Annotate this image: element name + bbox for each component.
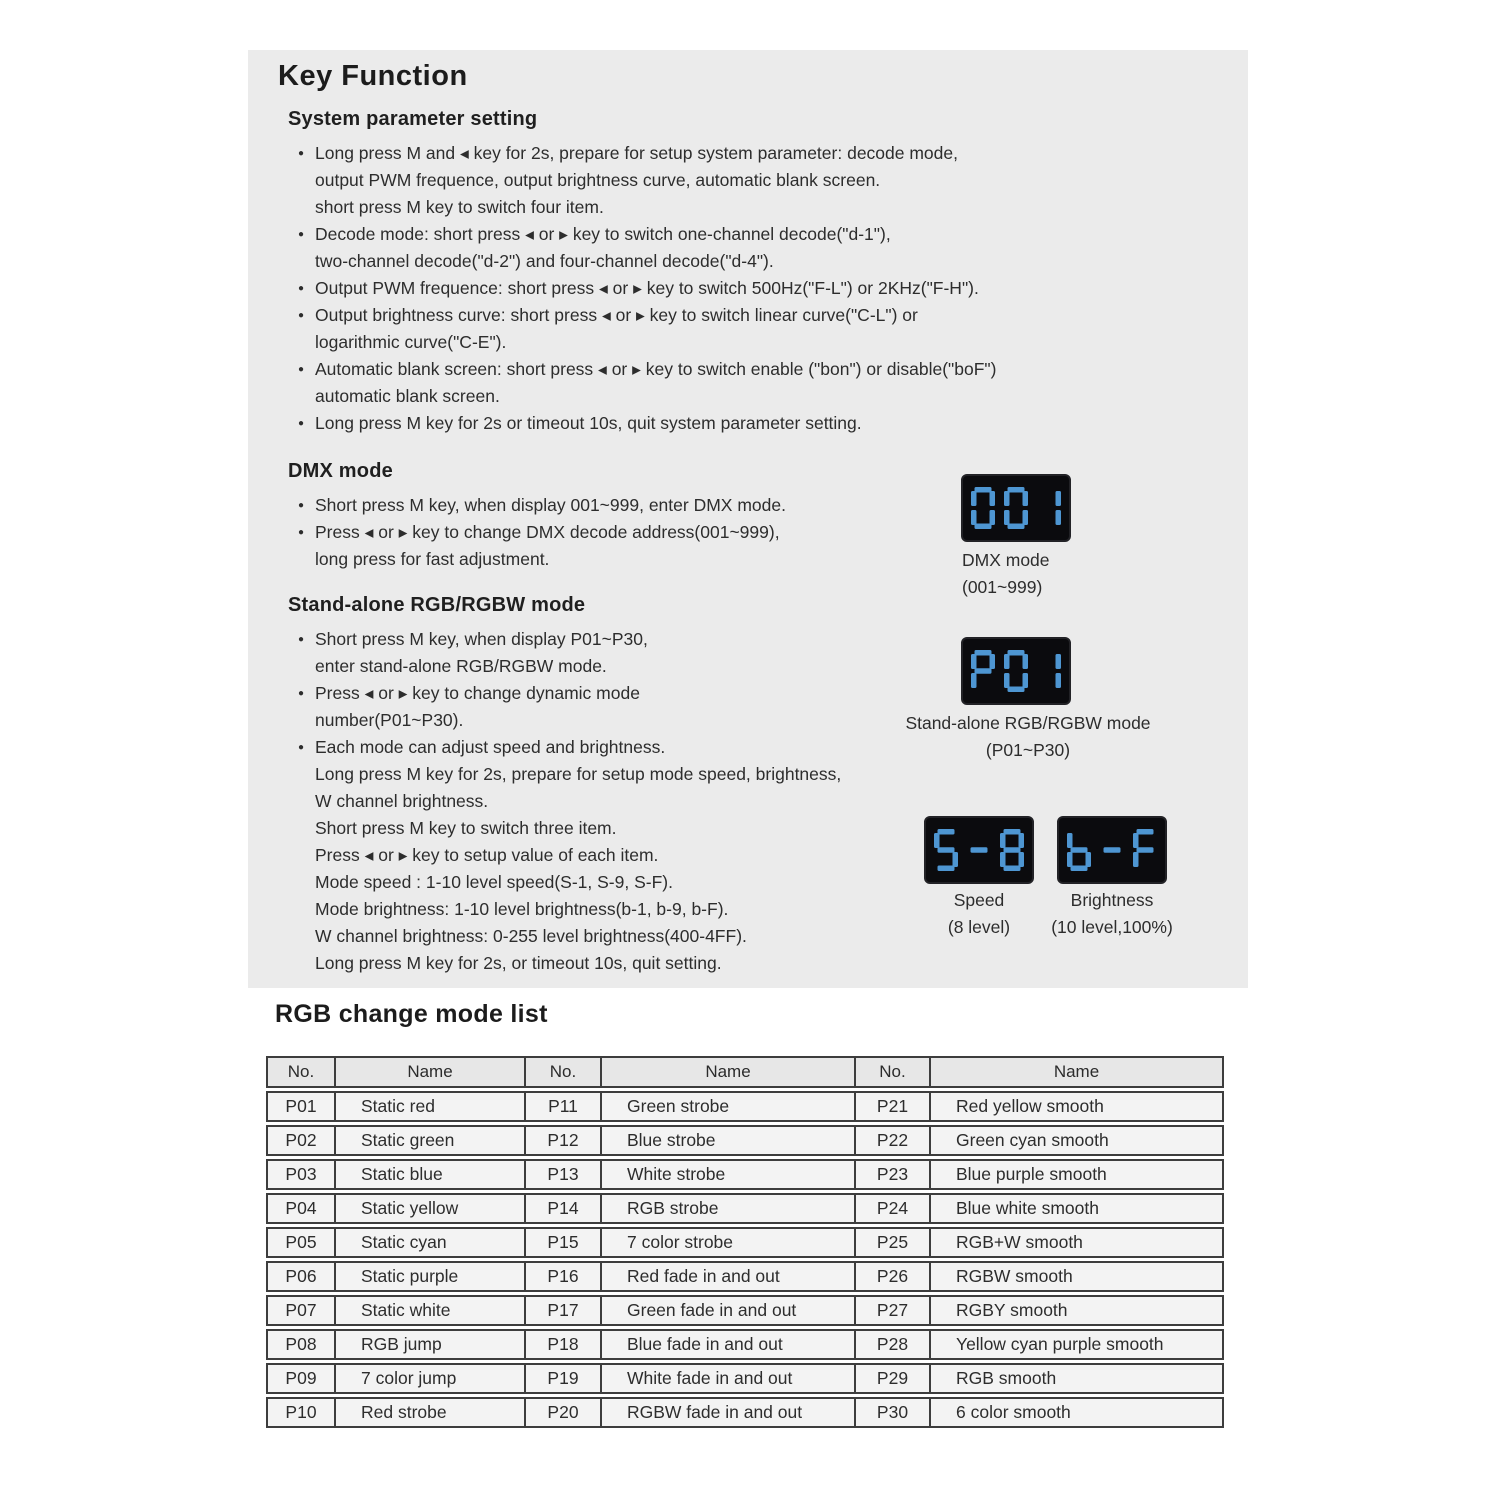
continuation-line: number(P01~P30). — [315, 710, 464, 730]
header-no-1: No. — [266, 1056, 336, 1088]
continuation-line: Long press M key for 2s, prepare for setup mode speed, brightness, — [315, 764, 842, 784]
dmx-seven-segment-display — [961, 474, 1071, 542]
mode-number-cell: P23 — [856, 1159, 931, 1190]
continuation-line: W channel brightness: 0-255 level brightness(400-4FF). — [315, 926, 747, 946]
mode-name-cell: RGBW smooth — [931, 1261, 1224, 1292]
bullet-line: ● Press ◂ or ▸ key to change DMX decode address(001~999), — [278, 519, 1238, 546]
header-name-3: Name — [931, 1056, 1224, 1088]
rgb-change-mode-table — [266, 1053, 1224, 1431]
mode-number-cell: P21 — [856, 1091, 931, 1122]
standalone-caption-line2: (P01~P30) — [985, 740, 1071, 760]
brightness-seven-segment-display — [1057, 816, 1167, 884]
table-row — [266, 1159, 1224, 1190]
mode-name-cell: Static green — [336, 1125, 526, 1156]
section-heading-system-parameter-setting: System parameter setting — [288, 108, 538, 130]
section-heading-standalone-mode: Stand-alone RGB/RGBW mode — [288, 594, 586, 616]
speed-caption-line2: (8 level) — [947, 917, 1011, 937]
mode-number-cell: P05 — [266, 1227, 336, 1258]
mode-number-cell: P14 — [526, 1193, 602, 1224]
continuation-line: W channel brightness. — [315, 791, 489, 811]
table-row — [266, 1397, 1224, 1428]
mode-name-cell: Green fade in and out — [602, 1295, 856, 1326]
seven-segment-digits — [1067, 829, 1157, 871]
mode-number-cell: P04 — [266, 1193, 336, 1224]
mode-name-cell: Static white — [336, 1295, 526, 1326]
bullet-line: ● Short press M key, when display P01~P30, — [278, 626, 1238, 653]
key-function-panel — [248, 50, 1248, 988]
continuation-line: Short press M key to switch three item. — [315, 818, 617, 838]
mode-number-cell: P29 — [856, 1363, 931, 1394]
mode-number-cell: P08 — [266, 1329, 336, 1360]
table-row — [266, 1193, 1224, 1224]
seven-segment-digits — [971, 487, 1061, 529]
bullet-line: ● Output brightness curve: short press ◂ or ▸ key to switch linear curve("C-L") or — [278, 302, 1238, 329]
mode-name-cell: Green cyan smooth — [931, 1125, 1224, 1156]
mode-number-cell: P25 — [856, 1227, 931, 1258]
mode-name-cell: RGB+W smooth — [931, 1227, 1224, 1258]
mode-number-cell: P22 — [856, 1125, 931, 1156]
mode-name-cell: RGBW fade in and out — [602, 1397, 856, 1428]
standalone-caption-line1: Stand-alone RGB/RGBW mode — [905, 713, 1151, 733]
table-row — [266, 1091, 1224, 1122]
mode-name-cell: 7 color jump — [336, 1363, 526, 1394]
header-no-2: No. — [526, 1056, 602, 1088]
speed-caption-line1: Speed — [953, 890, 1005, 910]
mode-name-cell: Static purple — [336, 1261, 526, 1292]
bullet-line: ● Output PWM frequence: short press ◂ or ▸ key to switch 500Hz("F-L") or 2KHz("F-H"). — [278, 275, 1238, 302]
table-row — [266, 1261, 1224, 1292]
mode-number-cell: P02 — [266, 1125, 336, 1156]
mode-name-cell: Static cyan — [336, 1227, 526, 1258]
system-parameter-list — [278, 140, 1238, 437]
mode-name-cell: Green strobe — [602, 1091, 856, 1122]
mode-number-cell: P24 — [856, 1193, 931, 1224]
mode-name-cell: Red fade in and out — [602, 1261, 856, 1292]
continuation-line: logarithmic curve("C-E"). — [315, 332, 507, 352]
continuation-line: Mode brightness: 1-10 level brightness(b-1, b-9, b-F). — [315, 899, 729, 919]
bullet-line: ● Short press M key, when display 001~999, enter DMX mode. — [278, 492, 1238, 519]
mode-number-cell: P19 — [526, 1363, 602, 1394]
mode-number-cell: P26 — [856, 1261, 931, 1292]
continuation-line: automatic blank screen. — [315, 386, 500, 406]
mode-number-cell: P11 — [526, 1091, 602, 1122]
mode-number-cell: P03 — [266, 1159, 336, 1190]
bullet-line: ● Long press M key for 2s or timeout 10s, quit system parameter setting. — [278, 410, 1238, 437]
table-body — [266, 1091, 1224, 1428]
mode-number-cell: P10 — [266, 1397, 336, 1428]
brightness-caption-line2: (10 level,100%) — [1051, 917, 1173, 937]
mode-number-cell: P15 — [526, 1227, 602, 1258]
continuation-line: two-channel decode("d-2") and four-channel decode("d-4"). — [315, 251, 774, 271]
mode-number-cell: P20 — [526, 1397, 602, 1428]
mode-name-cell: Red yellow smooth — [931, 1091, 1224, 1122]
mode-number-cell: P18 — [526, 1329, 602, 1360]
continuation-line: Long press M key for 2s, or timeout 10s, quit setting. — [315, 953, 722, 973]
mode-name-cell: Yellow cyan purple smooth — [931, 1329, 1224, 1360]
mode-name-cell: RGB jump — [336, 1329, 526, 1360]
mode-name-cell: Static blue — [336, 1159, 526, 1190]
mode-number-cell: P27 — [856, 1295, 931, 1326]
mode-name-cell: Red strobe — [336, 1397, 526, 1428]
mode-number-cell: P28 — [856, 1329, 931, 1360]
rgb-change-mode-list-title: RGB change mode list — [275, 1000, 548, 1028]
mode-name-cell: 6 color smooth — [931, 1397, 1224, 1428]
table-header-row — [266, 1056, 1224, 1088]
mode-number-cell: P30 — [856, 1397, 931, 1428]
table-row — [266, 1329, 1224, 1360]
continuation-line: enter stand-alone RGB/RGBW mode. — [315, 656, 607, 676]
mode-number-cell: P07 — [266, 1295, 336, 1326]
bullet-line: ● Each mode can adjust speed and brightness. — [278, 734, 1238, 761]
mode-name-cell: Static yellow — [336, 1193, 526, 1224]
section-heading-dmx-mode: DMX mode — [288, 460, 393, 482]
header-name-1: Name — [336, 1056, 526, 1088]
bullet-line: ● Long press M and ◂ key for 2s, prepare for setup system parameter: decode mode, — [278, 140, 1238, 167]
mode-number-cell: P09 — [266, 1363, 336, 1394]
bullet-line: ● Automatic blank screen: short press ◂ or ▸ key to switch enable ("bon") or disable("boF") — [278, 356, 1238, 383]
continuation-line: output PWM frequence, output brightness curve, automatic blank screen. — [315, 170, 881, 190]
dmx-caption-line1: DMX mode — [962, 550, 1050, 570]
continuation-line: long press for fast adjustment. — [315, 549, 550, 569]
mode-number-cell: P16 — [526, 1261, 602, 1292]
seven-segment-digits — [934, 829, 1024, 871]
header-no-3: No. — [856, 1056, 931, 1088]
mode-number-cell: P01 — [266, 1091, 336, 1122]
mode-name-cell: 7 color strobe — [602, 1227, 856, 1258]
seven-segment-digits — [971, 650, 1061, 692]
brightness-display-caption — [1022, 887, 1202, 941]
table-header — [266, 1056, 1224, 1088]
mode-name-cell: White strobe — [602, 1159, 856, 1190]
mode-name-cell: RGBY smooth — [931, 1295, 1224, 1326]
mode-name-cell: Static red — [336, 1091, 526, 1122]
header-name-2: Name — [602, 1056, 856, 1088]
mode-name-cell: Blue purple smooth — [931, 1159, 1224, 1190]
mode-name-cell: Blue strobe — [602, 1125, 856, 1156]
standalone-display-caption — [848, 710, 1208, 764]
mode-name-cell: RGB smooth — [931, 1363, 1224, 1394]
continuation-line: short press M key to switch four item. — [315, 197, 604, 217]
speed-seven-segment-display — [924, 816, 1034, 884]
mode-number-cell: P17 — [526, 1295, 602, 1326]
dmx-display-caption — [962, 547, 1182, 601]
table-row — [266, 1295, 1224, 1326]
bullet-line: ● Decode mode: short press ◂ or ▸ key to switch one-channel decode("d-1"), — [278, 221, 1238, 248]
bullet-line: ● Press ◂ or ▸ key to change dynamic mode — [278, 680, 1238, 707]
standalone-seven-segment-display — [961, 637, 1071, 705]
mode-name-cell: White fade in and out — [602, 1363, 856, 1394]
page-title: Key Function — [278, 60, 468, 92]
continuation-line: Press ◂ or ▸ key to setup value of each item. — [315, 845, 659, 865]
mode-number-cell: P13 — [526, 1159, 602, 1190]
brightness-caption-line1: Brightness — [1070, 890, 1154, 910]
mode-name-cell: Blue fade in and out — [602, 1329, 856, 1360]
table-row — [266, 1125, 1224, 1156]
table-row — [266, 1227, 1224, 1258]
mode-number-cell: P06 — [266, 1261, 336, 1292]
table-row — [266, 1363, 1224, 1394]
mode-number-cell: P12 — [526, 1125, 602, 1156]
mode-name-cell: RGB strobe — [602, 1193, 856, 1224]
dmx-caption-line2: (001~999) — [962, 577, 1043, 597]
mode-name-cell: Blue white smooth — [931, 1193, 1224, 1224]
continuation-line: Mode speed : 1-10 level speed(S-1, S-9, S-F). — [315, 872, 673, 892]
